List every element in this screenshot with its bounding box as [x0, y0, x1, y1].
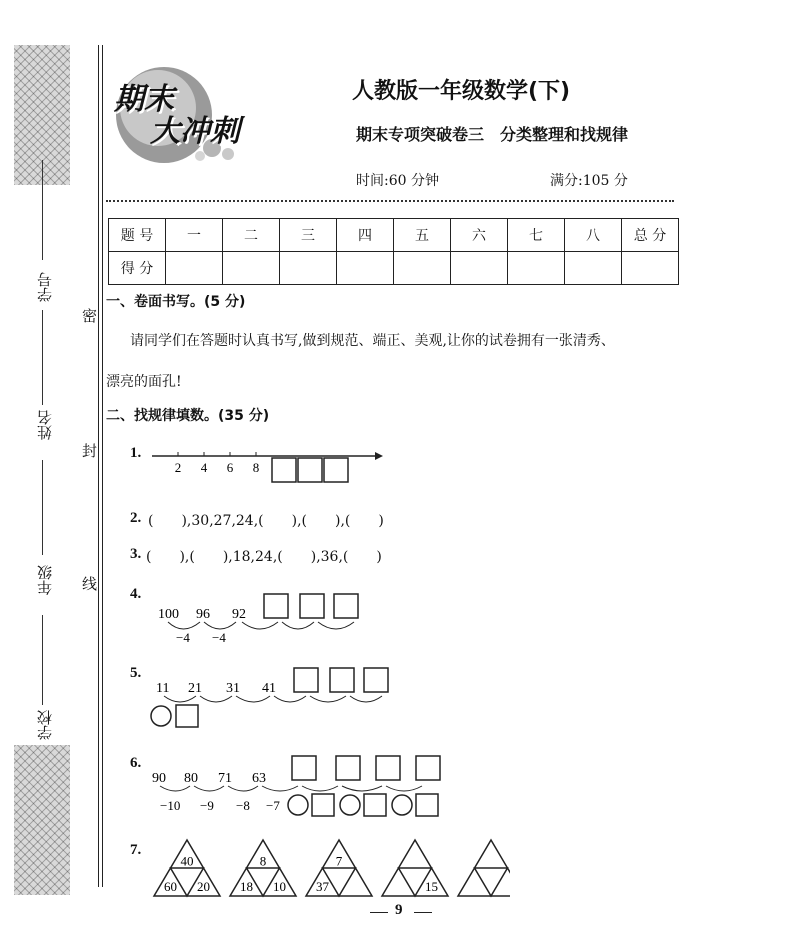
header-divider [106, 200, 674, 202]
score-cell: 四 [337, 219, 394, 252]
q7-triangle [230, 840, 296, 896]
q7-triangle [154, 840, 220, 896]
q7-cell-right: 20 [197, 879, 210, 894]
section1-body-line1: 请同学们在答题时认真书写,做到规范、端正、美观,让你的试卷拥有一张清秀、 [130, 333, 615, 349]
score-entry[interactable] [337, 252, 394, 285]
logo [112, 60, 252, 170]
q5-operator-circle[interactable] [151, 706, 171, 726]
binding-line [98, 45, 99, 887]
q1-number-line [150, 442, 390, 492]
score-cell: 七 [508, 219, 565, 252]
q7-cell-right: 10 [273, 879, 286, 894]
q1-tick-label: 2 [174, 460, 182, 475]
q1-tick-label: 8 [252, 460, 260, 475]
score-entry[interactable] [394, 252, 451, 285]
q5-value: 31 [226, 681, 240, 696]
blank-rule-name [42, 310, 43, 405]
q6-op: −10 [160, 798, 181, 813]
q5-number: 5. [130, 665, 142, 681]
q5-value: 41 [262, 681, 276, 696]
q2-sequence: ( ),30,27,24,( ),( ),( ) [148, 513, 384, 529]
blank-rule-student-id [42, 160, 43, 260]
blank-rule-grade [42, 460, 43, 555]
q1-axis-arrow [375, 452, 383, 460]
q6-operator-circle[interactable] [340, 795, 360, 815]
q7-cell-left: 18 [240, 879, 253, 894]
q7-triangle [458, 840, 510, 896]
q5-arc [164, 696, 196, 702]
q5-value: 11 [156, 681, 170, 696]
footer-dash-left [370, 912, 388, 913]
q7-cell-top: 8 [259, 853, 267, 869]
section1-body-line2: 漂亮的面孔! [106, 374, 182, 390]
score-cell: 三 [280, 219, 337, 252]
q6-answer-box[interactable] [336, 756, 360, 780]
q4-arc [318, 622, 354, 629]
q4-arc [204, 622, 236, 629]
q6-answer-box[interactable] [376, 756, 400, 780]
q4-answer-box[interactable] [334, 594, 358, 618]
q4-number: 4. [130, 586, 142, 602]
q6-value: 71 [218, 771, 232, 786]
q5-arc [200, 696, 232, 702]
q4-op: −4 [212, 630, 226, 645]
q4-arc [168, 622, 200, 629]
q7-triangles [150, 838, 510, 900]
q4-answer-box[interactable] [264, 594, 288, 618]
score-table-score-row [109, 252, 679, 285]
q5-arc [310, 696, 346, 702]
q4-value: 92 [232, 607, 246, 622]
score-entry[interactable] [451, 252, 508, 285]
q5-arc [274, 696, 306, 702]
q6-value: 63 [252, 771, 266, 786]
q7-cell-top: 7 [335, 853, 343, 869]
side-pattern-bottom [14, 745, 70, 895]
q6-arc [228, 786, 258, 791]
footer-dash-right [414, 912, 432, 913]
q7-cell-left: 37 [316, 879, 329, 894]
q6-answer-box[interactable] [416, 756, 440, 780]
q7-triangle [306, 840, 372, 896]
q6-arc [262, 786, 298, 791]
score-row-label: 得 分 [109, 252, 166, 285]
score-entry[interactable] [223, 252, 280, 285]
score-cell: 五 [394, 219, 451, 252]
q6-op: −8 [236, 798, 250, 813]
score-cell: 总 分 [622, 219, 679, 252]
binding-line-inner [102, 45, 103, 887]
q6-number: 6. [130, 755, 142, 771]
q4-value: 96 [196, 607, 210, 622]
seal-xian: 线 [82, 575, 98, 593]
q6-op: −7 [266, 798, 280, 813]
q4-value: 100 [158, 607, 179, 622]
q6-diagram [150, 752, 450, 824]
q7-cell-left: 60 [164, 879, 177, 894]
q7-number: 7. [130, 842, 142, 858]
label-grade: 年级 [36, 565, 54, 595]
q4-diagram [150, 588, 380, 646]
score-cell: 题 号 [109, 219, 166, 252]
seal-feng: 封 [82, 442, 98, 460]
q5-value: 21 [188, 681, 202, 696]
q6-operator-circle[interactable] [288, 795, 308, 815]
score-entry[interactable] [280, 252, 337, 285]
q6-arc [194, 786, 224, 791]
page-number: 9 [395, 902, 403, 918]
q6-arc [302, 786, 338, 791]
q4-op: −4 [176, 630, 190, 645]
q1-answer-box[interactable] [272, 458, 296, 482]
q6-arc [342, 786, 382, 791]
q4-arc [242, 622, 278, 629]
score-cell: 六 [451, 219, 508, 252]
label-name: 姓名 [36, 410, 54, 440]
score-table [108, 218, 679, 285]
q5-answer-box[interactable] [364, 668, 388, 692]
q6-operand-box[interactable] [416, 794, 438, 816]
main-title: 人教版一年级数学(下) [352, 79, 571, 104]
q3-number: 3. [130, 546, 142, 562]
q6-operand-box[interactable] [312, 794, 334, 816]
q1-answer-box[interactable] [298, 458, 322, 482]
label-school: 学校 [36, 710, 54, 740]
logo-text-line2: 大冲刺 [150, 114, 240, 149]
q1-answer-box[interactable] [324, 458, 348, 482]
q6-arc [386, 786, 422, 791]
score-cell: 二 [223, 219, 280, 252]
score-table-header-row [109, 219, 679, 252]
score-label: 满分:105 分 [550, 173, 628, 189]
q7-cell-top: 40 [180, 853, 194, 869]
seal-mi: 密 [82, 307, 98, 325]
score-cell: 一 [166, 219, 223, 252]
q1-tick-label: 6 [226, 460, 234, 475]
q6-arc [160, 786, 190, 791]
section2-heading: 二、找规律填数。(35 分) [106, 408, 270, 424]
q6-operand-box[interactable] [364, 794, 386, 816]
q5-arc [236, 696, 270, 702]
q6-op: −9 [200, 798, 214, 813]
score-cell: 八 [565, 219, 622, 252]
score-entry[interactable] [622, 252, 679, 285]
q7-cell-right: 15 [425, 879, 438, 894]
q4-arc [282, 622, 314, 629]
q3-sequence: ( ),( ),18,24,( ),36,( ) [146, 549, 382, 565]
q6-value: 90 [152, 771, 166, 786]
label-student-id: 学号 [36, 272, 54, 302]
q5-diagram [150, 666, 400, 732]
q5-arc [350, 696, 382, 702]
q5-operand-box[interactable] [176, 705, 198, 727]
q1-number: 1. [130, 445, 142, 461]
q6-answer-box[interactable] [292, 756, 316, 780]
q6-operator-circle[interactable] [392, 795, 412, 815]
logo-text-line1: 期末 [114, 82, 174, 117]
q5-answer-box[interactable] [330, 668, 354, 692]
section1-heading: 一、卷面书写。(5 分) [106, 294, 246, 310]
score-entry[interactable] [166, 252, 223, 285]
score-entry[interactable] [508, 252, 565, 285]
blank-rule-school [42, 615, 43, 705]
time-label: 时间:60 分钟 [356, 173, 439, 189]
q6-value: 80 [184, 771, 198, 786]
subtitle: 期末专项突破卷三 分类整理和找规律 [356, 125, 629, 144]
q5-answer-box[interactable] [294, 668, 318, 692]
q1-tick-label: 4 [200, 460, 208, 475]
q7-triangle [382, 840, 448, 896]
q4-answer-box[interactable] [300, 594, 324, 618]
score-entry[interactable] [565, 252, 622, 285]
q2-number: 2. [130, 510, 142, 526]
